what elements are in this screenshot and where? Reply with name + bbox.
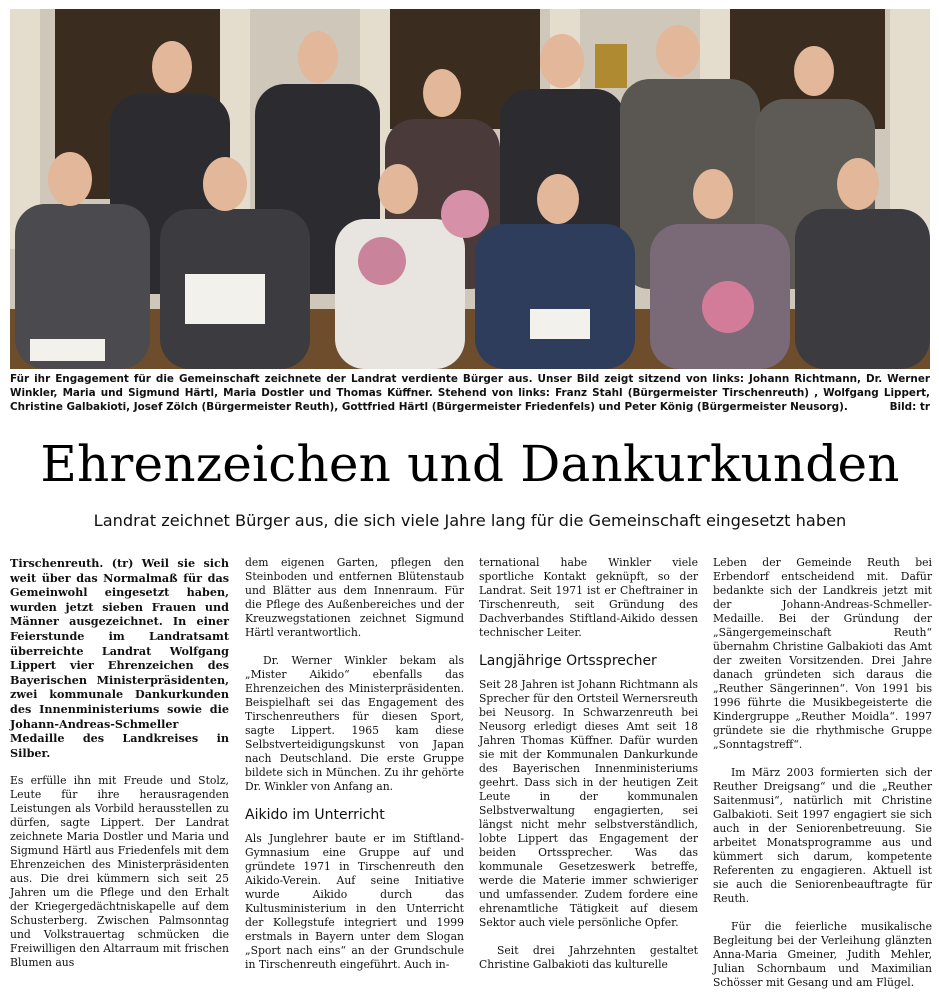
paragraph: dem eigenen Garten, pflegen den Steinboden und entfernen Blütenstaub und Blätter aus dem Innenraum. Für die Pflege des Außenbereiches und der Kreuzwegstationen zeichnet Sigmund Härtl verantwortlich. [245,556,464,639]
paragraph: Leben der Gemeinde Reuth bei Erbendorf entscheidend mit. Dafür bedankte sich der Landkreis jetzt mit der Johann-Andreas-Schmeller-Medaille. Bei der Gründung der „Sängergemeinschaft Reuth“ übernahm Christine Galbakioti das Amt der zweiten Vorsitzenden. Drei Jahre danach gründeten sich daraus die „Reuther Sängerinnen“. Von 1991 bis 1996 führte die Musikbegeisterte die Kindergruppe „Reuther Moidla“. 1997 gründete sie die rhythmische Gruppe „Sonntagstreff“. [713,556,932,751]
group-photo [10,9,930,369]
lead-paragraph: Tirschenreuth. (tr) Weil sie sich weit über das Normalmaß für das Gemeinwohl eingesetzt haben, wurden jetzt sieben Frauen und Männer ausgezeichnet. In einer Feierstunde im Landratsamt überreichte Landrat Wolfgang Lippert vier Ehrenzeichen des Bayerischen Ministerpräsidenten, zwei kommunale Dankurkunden des Innenministeriums sowie die Johann-Andreas-Schmeller Medaille des Landkreises in Silber. [10,556,229,760]
paragraph: Dr. Werner Winkler bekam als „Mister Aikido“ ebenfalls das Ehrenzeichen des Ministerpräsidenten. Beispielhaft sei das Engagement des Tirschenreuthers für diesen Sport, sagte Lippert. 1965 kam diese Selbstverteidigungskunst von Japan nach Deutschland. Die erste Gruppe bildete sich in München. Zu ihr gehörte Dr. Winkler von Anfang an. [245,654,464,793]
paragraph: Für die feierliche musikalische Begleitung bei der Verleihung glänzten Anna-Maria Gmeiner, Judith Mehler, Julian Schornbaum und Maximilian Schösser mit Gesang und am Flügel. [713,920,932,989]
headline: Ehrenzeichen und Dankurkunden [40,435,900,493]
article-column-2 [245,556,464,972]
section-heading: Aikido im Unterricht [245,807,385,823]
photo-caption-text: Für ihr Engagement für die Gemeinschaft zeichnete der Landrat verdiente Bürger aus. Unser Bild zeigt sitzend von links: Johann Richtmann, Dr. Werner Winkler, Maria und Sigmund Härtl, Maria Dostler und Thomas Küffner. Stehend von links: Franz Stahl (Bürgermeister Tirschenreuth) , Wolfgang Lippert, Christine Galbakioti, Josef Zölch (Bürgermeister Reuth), Gottfried Härtl (Bürgermeister Friedenfels) und Peter König (Bürgermeister Neusorg). [10,373,930,413]
paragraph: Seit 28 Jahren ist Johann Richtmann als Sprecher für den Ortsteil Wernersreuth bei Neusorg. In Schwarzenreuth bei Neusorg erledigt dieses Amt seit 18 Jahren Thomas Küffner. Dafür wurden sie mit der Kommunalen Dankurkunde des Bayerischen Innenministeriums geehrt. Dass sich in der heutigen Zeit Leute in der kommunalen Selbstverwaltung engagierten, sei längst nicht mehr selbstverständlich, lobte Lippert das Engagement der beiden Ortssprecher. Was das kommunale Gesetzeswerk betreffe, werde die Materie immer schwieriger und umfassender. Zudem fordere eine ehrenamtliche Tätigkeit auf diesem Sektor auch viele persönliche Opfer. [479,678,698,929]
article-column-4 [713,556,932,990]
paragraph: Es erfülle ihn mit Freude und Stolz, Leute für ihre herausragenden Leistungen als Vorbild herausstellen zu dürfen, sagte Lippert. Der Landrat zeichnete Maria Dostler und Maria und Sigmund Härtl aus Friedenfels mit dem Ehrenzeichen des Ministerpräsidenten aus. Die drei kümmern sich seit 25 Jahren um die Pflege und den Erhalt der Kriegergedächtniskapelle auf dem Schusterberg. Zwischen Palmsonntag und Volkstrauertag schmücken die Freiwilligen den Altarraum mit frischen Blumen aus [10,774,229,970]
photo-caption [10,372,930,414]
article-column-1 [10,556,229,970]
group-photo-illustration [10,9,930,369]
subheadline: Landrat zeichnet Bürger aus, die sich viele Jahre lang für die Gemeinschaft eingesetzt haben [93,511,847,530]
paragraph: Im März 2003 formierten sich der Reuther Dreigsang“ und die „Reuther Saitenmusi“, natürlich mit Christine Galbakioti. Seit 1997 engagiert sie sich auch in der Seniorenbetreuung. Sie arbeitet Monatsprogramme aus und kümmert sich darum, kompetente Referenten zu engagieren. Aktuell ist sie auch die Seniorenbeauftragte für Reuth. [713,766,932,905]
article-column-3 [479,556,698,972]
paragraph: ternational habe Winkler viele sportliche Kontakt geknüpft, so der Landrat. Seit 1971 ist er Cheftrainer in Tirschenreuth, seit Gründung des Dachverbandes Stiftland-Aikido dessen technischer Leiter. [479,556,698,639]
paragraph: Seit drei Jahrzehnten gestaltet Christine Galbakioti das kulturelle [479,944,698,971]
photo-credit: Bild: tr [889,401,930,413]
section-heading: Langjährige Ortssprecher [479,653,657,669]
paragraph: Als Junglehrer baute er im Stiftland-Gymnasium eine Gruppe auf und gründete 1971 in Tirschenreuth den Aikido-Verein. Auf seine Initiative wurde Aikido durch das Kultusministerium in den Unterricht der Kollegstufe integriert und 1999 erstmals in Bayern unter dem Slogan „Sport nach eins“ an der Grundschule in Tirschenreuth eingeführt. Auch in- [245,832,464,971]
